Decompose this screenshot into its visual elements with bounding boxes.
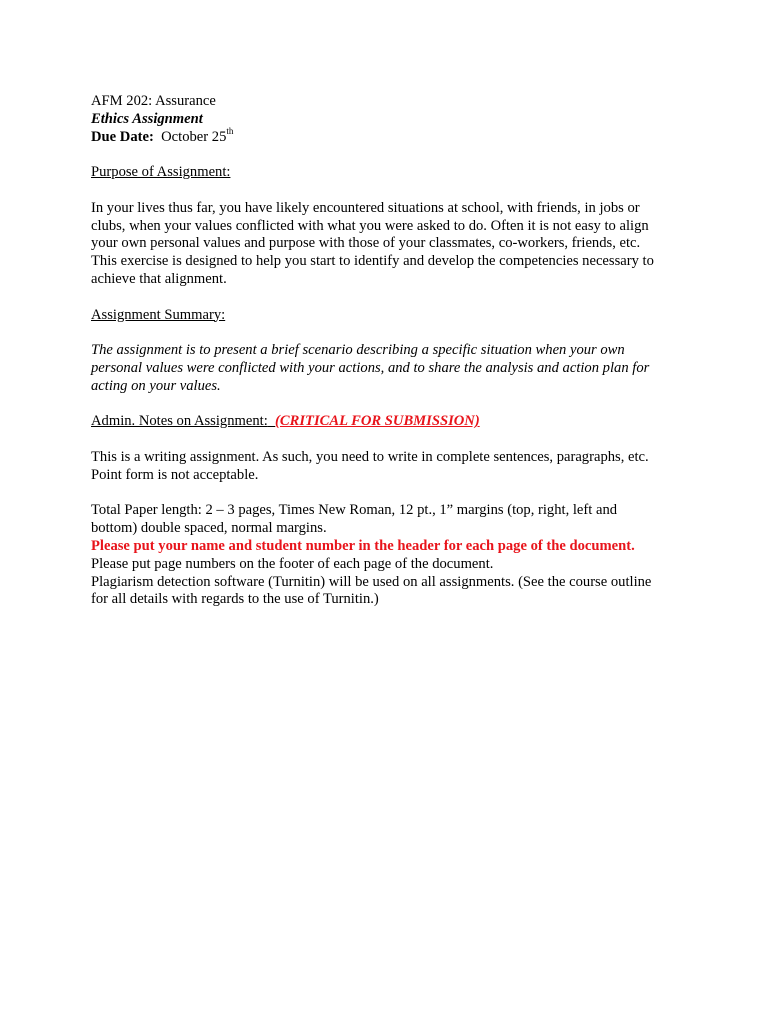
writing-paragraph (91, 449, 681, 485)
footer-requirement-note: Please put page numbers on the footer of each page of the document. (91, 555, 494, 572)
purpose-line: achieve that alignment. (91, 270, 227, 287)
length-line: Total Paper length: 2 – 3 pages, Times New Roman, 12 pt., 1” margins (top, right, left and (91, 502, 618, 519)
summary-line: personal values were conflicted with your actions, and to share the analysis and action plan for (91, 359, 650, 376)
writing-line: This is a writing assignment. As such, you need to write in complete sentences, paragraphs, etc. (91, 448, 649, 465)
length-paragraph (91, 502, 681, 538)
due-date-suffix: th (226, 125, 234, 136)
summary-line: acting on your values. (91, 377, 221, 394)
purpose-paragraph (91, 200, 681, 289)
due-date-label: Due Date: (91, 128, 154, 145)
critical-note: (CRITICAL FOR SUBMISSION) (275, 413, 480, 430)
due-date-value: October 25 (161, 128, 227, 145)
summary-line: The assignment is to present a brief scenario describing a specific situation when your own (91, 342, 625, 359)
purpose-line: clubs, when your values conflicted with what you were asked to do. Often it is not easy to align (91, 217, 649, 234)
purpose-line: your own personal values and purpose with those of your classmates, co-workers, friends, etc. (91, 235, 641, 252)
assignment-title: Ethics Assignment (91, 110, 203, 127)
purpose-line: This exercise is designed to help you start to identify and develop the competencies necessary to (91, 253, 654, 270)
course-title: AFM 202: Assurance (91, 93, 216, 109)
summary-heading: Assignment Summary: (91, 306, 226, 323)
writing-line: Point form is not acceptable. (91, 466, 259, 483)
purpose-line: In your lives thus far, you have likely encountered situations at school, with friends, in jobs or (91, 199, 640, 216)
length-line: bottom) double spaced, normal margins. (91, 520, 327, 537)
admin-heading-line (91, 413, 681, 431)
document-content (91, 93, 681, 609)
summary-paragraph (91, 342, 681, 395)
plagiarism-paragraph (91, 574, 681, 610)
admin-heading: Admin. Notes on Assignment: (91, 413, 268, 430)
purpose-heading: Purpose of Assignment: (91, 164, 231, 181)
plagiarism-line: Plagiarism detection software (Turnitin) will be used on all assignments. (See the course outline (91, 573, 652, 590)
header-requirement-note: Please put your name and student number in the header for each page of the document. (91, 537, 635, 554)
plagiarism-line: for all details with regards to the use of Turnitin.) (91, 591, 379, 608)
due-date-line (91, 125, 681, 147)
